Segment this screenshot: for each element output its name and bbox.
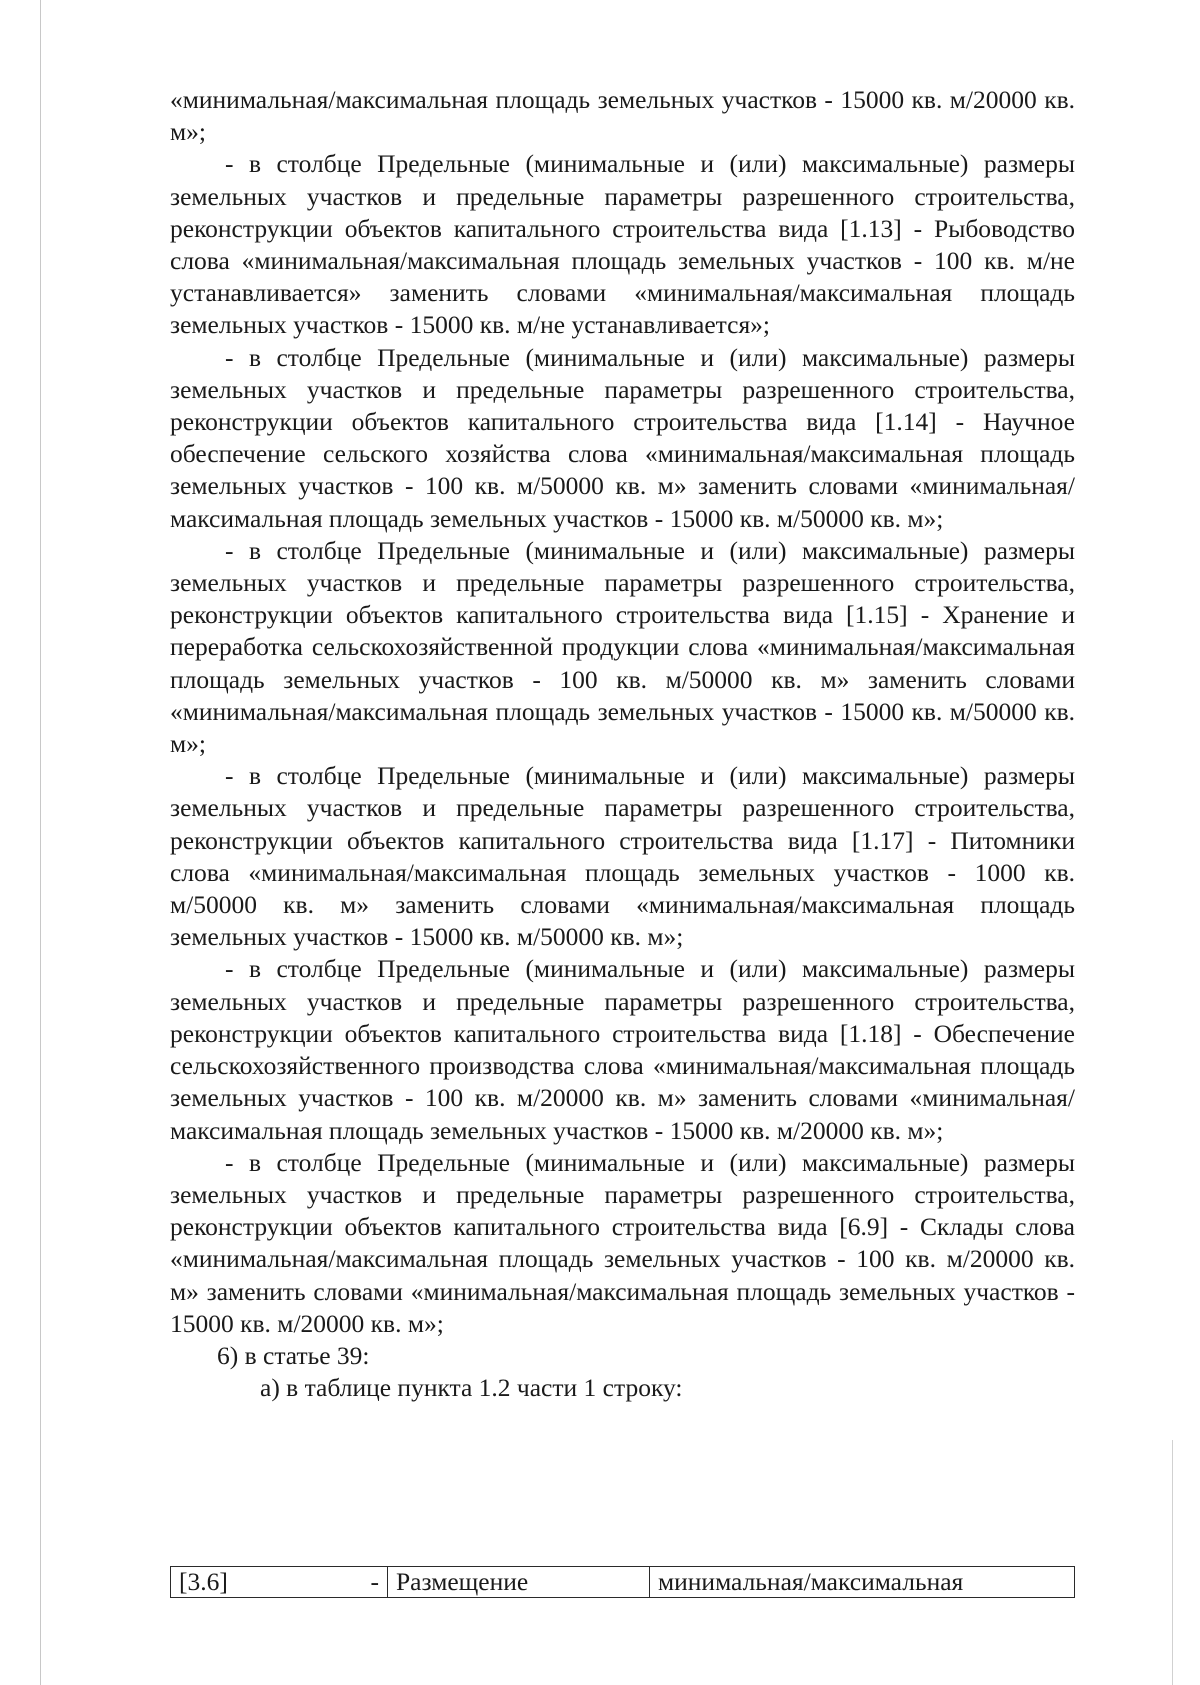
scan-edge-line: [1172, 1440, 1173, 1685]
paragraph: - в столбце Предельные (минимальные и (или) максимальные) размеры земельных участков и предельные параметры разрешенного строительства, реконструкции объектов капитального строительства вида [1.14] - Научное обеспечение сельского хозяйства слова «минимальная/максимальная площадь земельных участков - 100 кв. м/50000 кв. м» заменить словами «минимальная/максимальная площадь земельных участков - 15000 кв. м/50000 кв. м»;: [170, 342, 1075, 533]
table-cell-name: Размещение: [388, 1567, 650, 1598]
paragraph: - в столбце Предельные (минимальные и (или) максимальные) размеры земельных участков и предельные параметры разрешенного строительства, реконструкции объектов капитального строительства вида [6.9] - Склады слова «минимальная/максимальная площадь земельных участков - 100 кв. м/20000 кв. м» заменить словами «минимальная/максимальная площадь земельных участков - 15000 кв. м/20000 кв. м»;: [170, 1147, 1075, 1338]
table-row: [171, 1567, 1075, 1598]
regulation-table: [170, 1566, 1075, 1598]
list-subitem: а) в таблице пункта 1.2 части 1 строку:: [260, 1373, 683, 1403]
table-cell-value: минимальная/максимальная: [650, 1567, 1075, 1598]
paragraph: - в столбце Предельные (минимальные и (или) максимальные) размеры земельных участков и предельные параметры разрешенного строительства, реконструкции объектов капитального строительства вида [1.13] - Рыбоводство слова «минимальная/максимальная площадь земельных участков - 100 кв. м/не устанавливается» заменить словами «минимальная/максимальная площадь земельных участков - 15000 кв. м/не устанавливается»;: [170, 149, 1075, 340]
list-item: 6) в статье 39:: [217, 1340, 370, 1370]
table-cell-code: [171, 1567, 388, 1598]
paragraph: - в столбце Предельные (минимальные и (или) максимальные) размеры земельных участков и предельные параметры разрешенного строительства, реконструкции объектов капитального строительства вида [1.18] - Обеспечение сельскохозяйственного производства слова «минимальная/максимальная площадь земельных участков - 100 кв. м/20000 кв. м» заменить словами «минимальная/максимальная площадь земельных участков - 15000 кв. м/20000 кв. м»;: [170, 954, 1075, 1145]
paragraph: «минимальная/максимальная площадь земельных участков - 15000 кв. м/20000 кв. м»;: [170, 85, 1075, 147]
paragraph: - в столбце Предельные (минимальные и (или) максимальные) размеры земельных участков и предельные параметры разрешенного строительства, реконструкции объектов капитального строительства вида [1.15] - Хранение и переработка сельскохозяйственной продукции слова «минимальная/максимальная площадь земельных участков - 100 кв. м/50000 кв. м» заменить словами «минимальная/максимальная площадь земельных участков - 15000 кв. м/50000 кв. м»;: [170, 535, 1075, 759]
code-label: [3.6]: [179, 1567, 228, 1596]
scan-edge-line: [40, 0, 41, 1685]
paragraph: - в столбце Предельные (минимальные и (или) максимальные) размеры земельных участков и предельные параметры разрешенного строительства, реконструкции объектов капитального строительства вида [1.17] - Питомники слова «минимальная/максимальная площадь земельных участков - 1000 кв. м/50000 кв. м» заменить словами «минимальная/максимальная площадь земельных участков - 15000 кв. м/50000 кв. м»;: [170, 761, 1075, 952]
document-body: [170, 84, 1075, 1404]
code-dash: -: [370, 1567, 379, 1596]
